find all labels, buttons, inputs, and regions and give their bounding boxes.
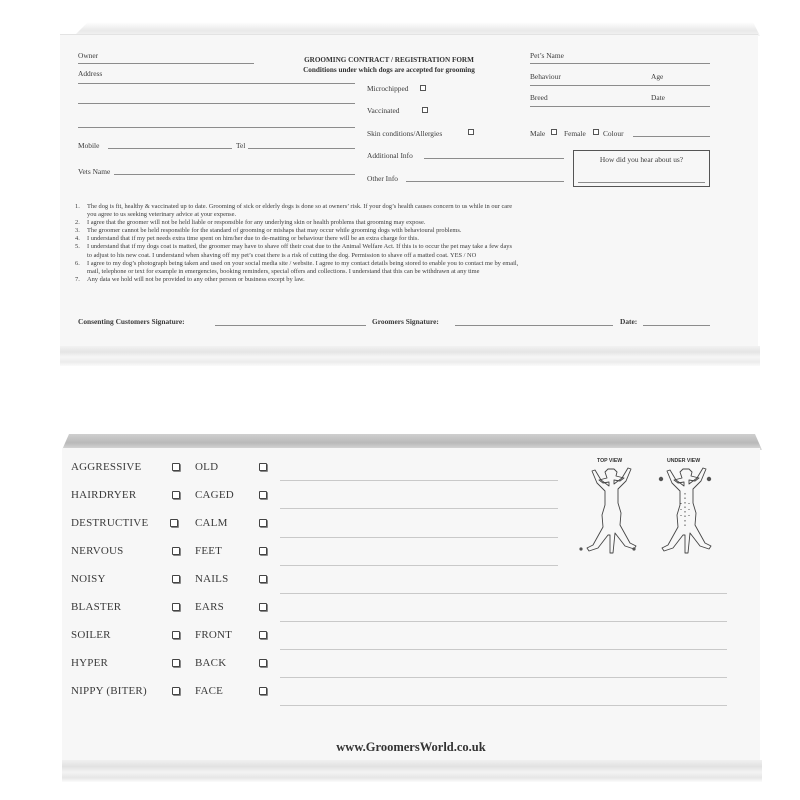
notes-line-9[interactable] [280,705,727,706]
nervous-checkbox[interactable] [172,547,180,555]
date-signature-label: Date: [620,317,638,326]
hear-about-us-field[interactable] [578,182,705,183]
behaviour-record-sheet [62,448,760,760]
colour-label: Colour [603,129,624,138]
microchipped-checkbox[interactable] [420,85,426,91]
notes-line-5[interactable] [280,593,727,594]
form-title-block [254,55,524,75]
pets-name-label: Pet’s Name [530,51,564,60]
female-label: Female [564,129,586,138]
condition-item: 1. The dog is fit, healthy & vaccinated up to date. Grooming of sick or elderly dogs is done so at owners’ risk. If your dog’s health causes concern to us while in our care you agree to us seeking veterinary advice at your expense. [75,203,513,219]
note-back: BACK [195,657,227,669]
registration-form-sheet [60,34,758,346]
hyper-checkbox[interactable] [172,659,180,667]
colour-field[interactable] [633,136,710,137]
other-info-label: Other Info [367,174,398,183]
breed-date-field[interactable] [530,106,710,107]
date-label: Date [651,93,665,102]
conditions-list [75,203,747,284]
under-view-label: UNDER VIEW [667,458,701,464]
behaviour-aggressive: AGGRESSIVE [71,461,142,473]
groomer-signature-field[interactable] [455,325,613,326]
vets-name-field[interactable] [114,174,355,175]
behaviour-hairdryer: HAIRDRYER [71,489,137,501]
note-face: FACE [195,685,224,697]
owner-field[interactable] [78,63,254,64]
notes-line-4[interactable] [280,565,558,566]
card-stack-bottom-edge [60,346,760,366]
address-field-line-2[interactable] [78,103,355,104]
blaster-checkbox[interactable] [172,603,180,611]
skin-conditions-checkbox[interactable] [468,129,474,135]
vaccinated-label: Vaccinated [367,106,400,115]
dog-body-diagram [572,458,722,568]
behaviour-soiler: SOILER [71,629,111,641]
owner-label: Owner [78,51,99,60]
address-field-line-1[interactable] [78,83,355,84]
condition-item: 5. I understand that if my dogs coat is matted, the groomer may have to shave off their coat due to the Animal Welfare Act. If this is to occur the pet may take a few days to adjust to his new coat. I understand when shaving off my pet’s coat there is a risk of cutting the dog. Permission to shave off a matted coat. YES / NO [75,243,512,259]
date-signature-field[interactable] [643,325,710,326]
notes-line-7[interactable] [280,649,727,650]
behaviour-blaster: BLASTER [71,601,122,613]
groomer-signature-label: Groomers Signature: [372,317,439,326]
top-view-label: TOP VIEW [597,458,623,464]
nippy-biter-checkbox[interactable] [172,687,180,695]
note-calm: CALM [195,517,228,529]
hairdryer-checkbox[interactable] [172,491,180,499]
notes-line-6[interactable] [280,621,727,622]
behaviour-destructive: DESTRUCTIVE [71,517,149,529]
hear-about-us-label: How did you hear about us? [599,155,684,164]
face-checkbox[interactable] [259,687,267,695]
note-caged: CAGED [195,489,234,501]
form-title: GROOMING CONTRACT / REGISTRATION FORM [304,56,474,64]
destructive-checkbox[interactable] [170,519,178,527]
condition-item: 4. I understand that if my pet needs extra time spent on him/her due to de-matting or behaviour there will be an extra charge for this. [75,235,419,243]
additional-info-field[interactable] [424,158,564,159]
tel-label: Tel [236,141,246,150]
mobile-label: Mobile [78,141,100,150]
note-ears: EARS [195,601,224,613]
aggressive-checkbox[interactable] [172,463,180,471]
behaviour-nervous: NERVOUS [71,545,124,557]
customer-signature-field[interactable] [215,325,366,326]
behaviour-age-field[interactable] [530,85,710,86]
soiler-checkbox[interactable] [172,631,180,639]
tel-field[interactable] [248,148,355,149]
microchipped-label: Microchipped [367,84,409,93]
note-feet: FEET [195,545,223,557]
notes-line-8[interactable] [280,677,727,678]
other-info-field[interactable] [406,181,564,182]
address-label: Address [78,69,103,78]
note-front: FRONT [195,629,233,641]
calm-checkbox[interactable] [259,519,267,527]
behaviour-nippy-biter: NIPPY (BITER) [71,685,147,697]
note-nails: NAILS [195,573,229,585]
card-stack-bottom-edge [62,760,762,782]
hear-about-us-box[interactable] [573,150,710,187]
behaviour-record-card [62,434,762,786]
vaccinated-checkbox[interactable] [422,107,428,113]
condition-item: 2. I agree that the groomer will not be held liable or responsible for any underlying skin or health problems that grooming may expose. [75,219,426,227]
address-field-line-3[interactable] [78,127,355,128]
behaviour-hyper: HYPER [71,657,109,669]
male-checkbox[interactable] [551,129,557,135]
condition-item: 3. The groomer cannot be held responsible for the standard of grooming or mishaps that may occur while grooming dogs with behavioural problems. [75,227,462,235]
ears-checkbox[interactable] [259,603,267,611]
skin-conditions-label: Skin conditions/Allergies [367,129,443,138]
caged-checkbox[interactable] [259,491,267,499]
condition-item: 6. I agree to my dog’s photograph being taken and used on your social media site / website. I agree to my contact details being stored to enable you to contact me by email, mail, telephone or text for example in emergencies, booking reminders, special offers and collections. I understand that this can be withdrawn at any time [75,259,519,275]
noisy-checkbox[interactable] [172,575,180,583]
note-old: OLD [195,461,219,473]
breed-label: Breed [530,93,548,102]
notes-line-3[interactable] [280,537,558,538]
behaviour-noisy: NOISY [71,573,106,585]
vets-name-label: Vets Name [78,167,111,176]
notes-line-2[interactable] [280,508,558,509]
registration-form-card [60,22,760,368]
female-checkbox[interactable] [593,129,599,135]
notes-line-1[interactable] [280,480,558,481]
age-label: Age [651,72,664,81]
additional-info-label: Additional Info [367,151,413,160]
old-checkbox[interactable] [259,463,267,471]
behaviour-label: Behaviour [530,72,561,81]
pets-name-field[interactable] [530,63,710,64]
mobile-field[interactable] [108,148,232,149]
front-checkbox[interactable] [259,631,267,639]
form-subtitle: Conditions under which dogs are accepted for grooming [303,66,475,74]
back-checkbox[interactable] [259,659,267,667]
feet-checkbox[interactable] [259,547,267,555]
dog-outline-icon [572,458,722,568]
customer-signature-label: Consenting Customers Signature: [78,317,185,326]
male-label: Male [530,129,546,138]
website-link[interactable]: www.GroomersWorld.co.uk [336,740,486,754]
nails-checkbox[interactable] [259,575,267,583]
condition-item: 7. Any data we hold will not be provided to any other person or business except by law. [75,275,305,283]
